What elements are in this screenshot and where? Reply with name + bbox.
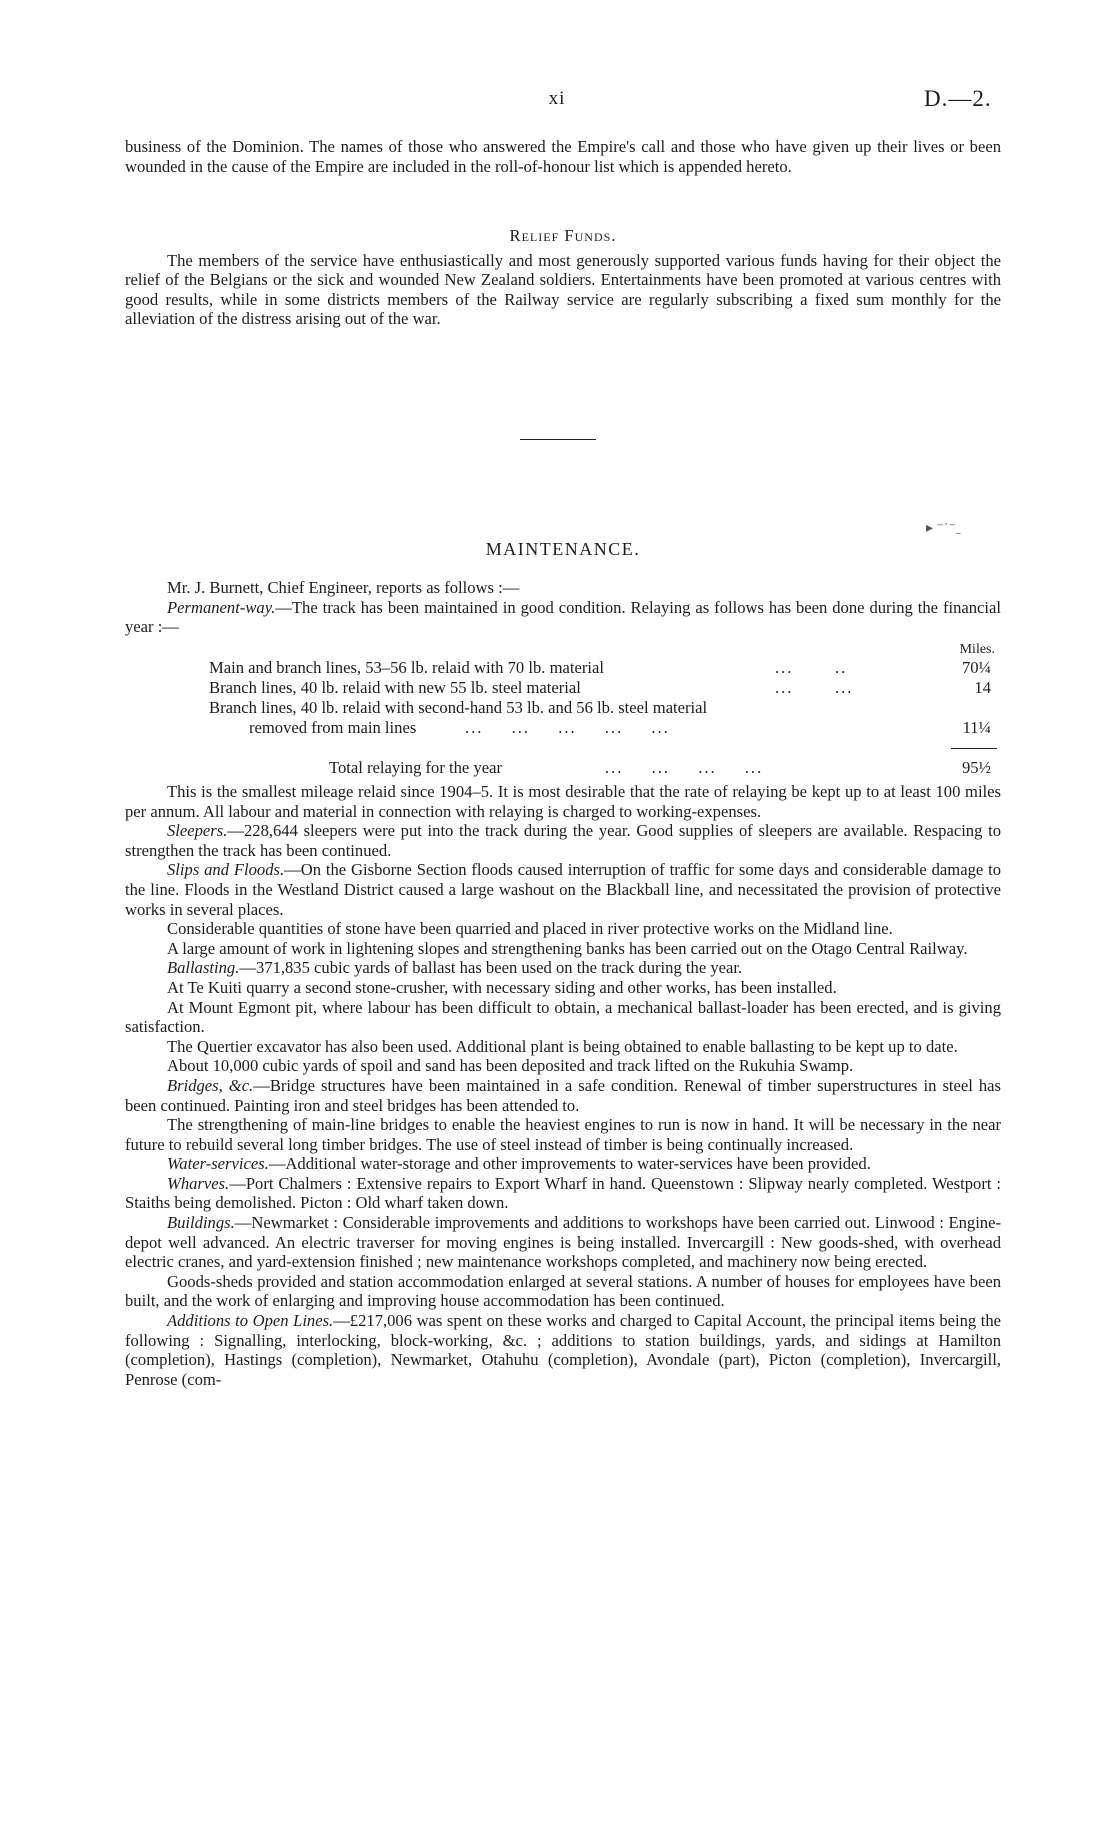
page-number: xi (548, 88, 566, 109)
row-leader: ... (775, 658, 794, 677)
slips-floods-text: —On the Gisborne Section floods caused interruption of traffic for some days and considerable damage to the line. Floods in the Westland District caused a large washout on the Blackball line, and necessitated the provision of protective works in several places. (125, 860, 1002, 919)
section-divider (520, 439, 596, 440)
paragraph-additions (125, 1311, 1001, 1389)
buildings-text: —Newmarket : Considerable improvements and additions to workshops have been carried out. Linwood : Engine-depot well advanced. An electric traverser for moving engines is being installed. Invercargill : New goods-shed, with overhead electric cranes, and yard-extension finished ; new maintenance workshops completed, and machinery now being erected. (125, 1213, 1001, 1272)
paragraph-slips-floods (125, 860, 1001, 919)
relief-funds-section (125, 226, 1001, 329)
paragraph-mount-egmont: At Mount Egmont pit, where labour has been difficult to obtain, a mechanical ballast-loader has been erected, and is giving satisfaction. (125, 997, 1001, 1037)
total-leader: ... ... ... ... (605, 758, 764, 777)
row-leader: .. (835, 658, 848, 677)
row-value: 70¼ (961, 658, 991, 677)
row-label: Branch lines, 40 lb. relaid with new 55 lb. steel material (209, 678, 581, 697)
table-unit-header: Miles. (959, 642, 995, 657)
paragraph-sleepers (125, 821, 1001, 860)
paragraph-ballasting (125, 958, 1001, 978)
row-label: Main and branch lines, 53–56 lb. relaid with 70 lb. material (209, 658, 604, 677)
table-row (125, 698, 1001, 718)
permanent-way-text: —The track has been maintained in good condition. Relaying as follows has been done during the financial year :— (125, 597, 1001, 637)
document-reference: D.—2. (924, 86, 992, 111)
permanent-way-label: Permanent-way. (167, 597, 276, 617)
maintenance-heading: MAINTENANCE. (485, 539, 641, 559)
maintenance-intro (125, 578, 1001, 637)
buildings-label: Buildings. (167, 1213, 235, 1233)
paragraph-quertier: The Quertier excavator has also been used. Additional plant is being obtained to enable ballasting to be kept up to date. (167, 1036, 958, 1056)
permanent-way-paragraph (125, 598, 1001, 637)
wharves-label: Wharves. (167, 1173, 230, 1193)
sleepers-text: —228,644 sleepers were put into the track during the year. Good supplies of sleepers are available. Respacing to strengthen the track has been continued. (125, 821, 1001, 860)
slips-floods-label: Slips and Floods. (167, 860, 285, 880)
row-label: Branch lines, 40 lb. relaid with second-hand 53 lb. and 56 lb. steel material (209, 698, 708, 717)
additions-text: —£217,006 was spent on these works and charged to Capital Account, the principal items being the following : Signalling, interlocking, block-working, &c. ; additions to station buildings, yards, and sidings at Hamilton (completion), Hastings (completion), Newmarket, Otahuhu (completion), Avondale (part), Picton (completion), Invercargill, Penrose (com- (125, 1311, 1002, 1389)
wharves-text: —Port Chalmers : Extensive repairs to Export Wharf in hand. Queenstown : Slipway nearly completed. Westport : Staiths being demolished. Picton : Old wharf taken down. (125, 1173, 1001, 1213)
paragraph-bridges (125, 1076, 1001, 1115)
row-value: 14 (974, 678, 991, 697)
total-rule (951, 748, 997, 749)
ballasting-text: —371,835 cubic yards of ballast has been used on the track during the year. (239, 958, 743, 978)
relief-funds-paragraph: The members of the service have enthusiastically and most generously supported various funds having for their object the relief of the Belgians or the sick and wounded New Zealand soldiers. Entertainments have been promoted at various centres with good results, while in some districts members of the Railway service are regularly subscribing a fixed sum monthly for the alleviation of the distress arising out of the war. (125, 250, 1001, 329)
table-row (125, 718, 1001, 738)
row-leader: ... (775, 678, 794, 697)
sleepers-label: Sleepers. (167, 821, 228, 841)
row-value: 11¼ (962, 718, 991, 737)
table-total-row (125, 758, 1001, 778)
paragraph-water-services (125, 1154, 1001, 1174)
additions-label: Additions to Open Lines. (167, 1311, 334, 1331)
paragraph-otago: A large amount of work in lightening slopes and strengthening banks has been carried out on the Otago Central Railway. (167, 938, 968, 958)
total-label: Total relaying for the year (329, 758, 502, 777)
bridges-label: Bridges, &c. (167, 1075, 254, 1095)
row-leader: ... ... ... ... ... (465, 718, 670, 737)
paragraph-buildings (125, 1213, 1001, 1272)
total-value: 95½ (961, 758, 991, 777)
paragraph-spoil: About 10,000 cubic yards of spoil and sand has been deposited and track lifted on the Rukuhia Swamp. (167, 1056, 854, 1076)
maintenance-body (125, 782, 1001, 1389)
water-services-text: —Additional water-storage and other improvements to water-services have been provided. (268, 1154, 871, 1174)
row-leader: ... (835, 678, 854, 697)
printing-marks: ▸ ⁻˙⁻ˍ (926, 521, 961, 536)
maintenance-section (125, 540, 1001, 560)
intro-paragraph: business of the Dominion. The names of those who answered the Empire's call and those who have given up their lives or been wounded in the cause of the Empire are included in the roll-of-honour list which is appended hereto. (125, 137, 1001, 176)
paragraph-stone: Considerable quantities of stone have been quarried and placed in river protective works on the Midland line. (167, 919, 893, 939)
paragraph-strengthening: The strengthening of main-line bridges to enable the heaviest engines to run is now in hand. It will be necessary in the near future to rebuild several long timber bridges. The use of steel instead of timber is being continually increased. (125, 1115, 1001, 1154)
paragraph-te-kuiti: At Te Kuiti quarry a second stone-crusher, with necessary siding and other works, has been installed. (167, 977, 837, 997)
reporter-line: Mr. J. Burnett, Chief Engineer, reports as follows :— (167, 578, 520, 597)
relief-funds-heading: Relief Funds. (509, 226, 617, 245)
ballasting-label: Ballasting. (167, 958, 240, 978)
row-label-continued: removed from main lines (249, 718, 417, 737)
paragraph-goods-sheds: Goods-sheds provided and station accommodation enlarged at several stations. A number of houses for employees have been built, and the work of enlarging and improving house accommodation has been continued. (125, 1271, 1001, 1311)
water-services-label: Water-services. (167, 1154, 269, 1174)
bridges-text: —Bridge structures have been maintained in a safe condition. Renewal of timber superstructures in steel has been continued. Painting iron and steel bridges has been attended to. (125, 1075, 1002, 1115)
intro-section (125, 137, 1001, 176)
table-row (125, 658, 1001, 678)
paragraph-smallest-mileage: This is the smallest mileage relaid since 1904–5. It is most desirable that the rate of relaying be kept up to at least 100 miles per annum. All labour and material in connection with relaying is charged to working-expenses. (125, 782, 1001, 821)
paragraph-wharves (125, 1174, 1001, 1213)
table-row (125, 678, 1001, 698)
